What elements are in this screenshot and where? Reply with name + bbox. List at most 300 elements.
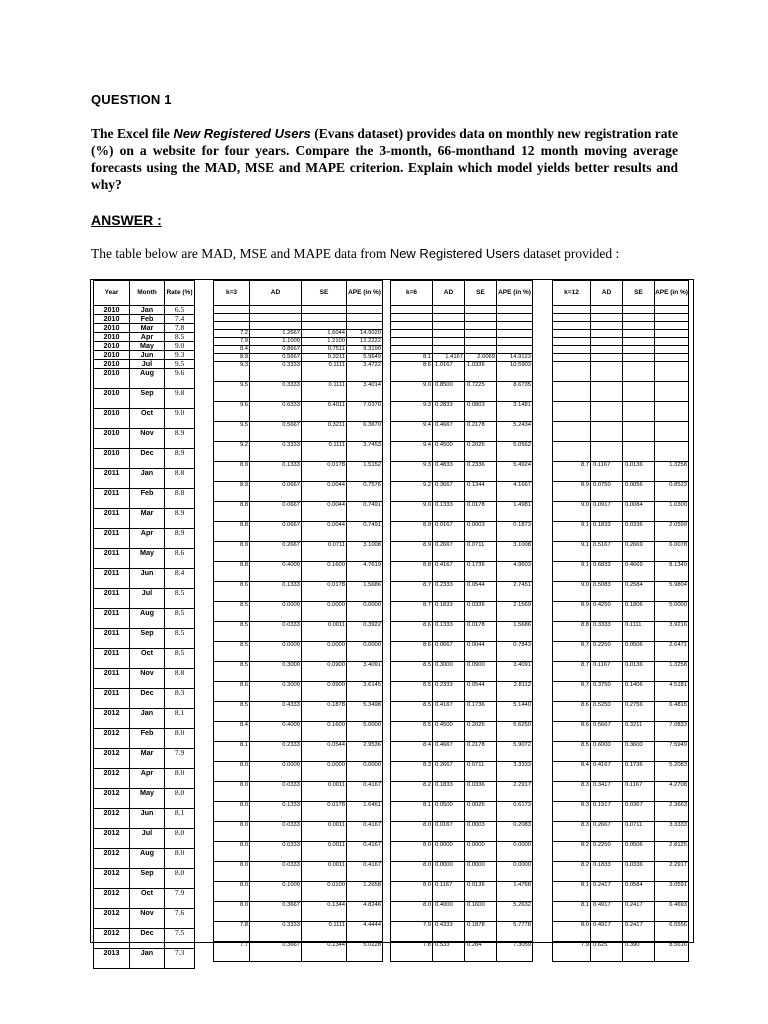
month-cell: Jun bbox=[130, 351, 165, 360]
month-cell: Jul bbox=[130, 360, 165, 369]
k3-se-cell: 0.0000 bbox=[302, 602, 347, 622]
rate-cell: 8.8 bbox=[165, 469, 195, 489]
table-row bbox=[214, 306, 383, 314]
table-row bbox=[94, 449, 195, 469]
table-row bbox=[214, 862, 383, 882]
k12-forecast-cell: 8.4 bbox=[553, 762, 591, 782]
month-cell: Apr bbox=[130, 769, 165, 789]
k6-se-cell: 1.0336 bbox=[465, 362, 497, 382]
k3-ad-cell: 0.4000 bbox=[250, 722, 302, 742]
k3-ape-cell: 3.7453 bbox=[347, 442, 383, 462]
year-cell: 2011 bbox=[94, 589, 130, 609]
k3-ad-cell: 0.0667 bbox=[250, 522, 302, 542]
k12-forecast-cell: 8.7 bbox=[553, 642, 591, 662]
k6-ape-cell: 1.4981 bbox=[497, 502, 533, 522]
k3-forecast-cell: 9.6 bbox=[214, 402, 250, 422]
k12-ape-cell: 4.2708 bbox=[655, 782, 689, 802]
month-cell: Aug bbox=[130, 609, 165, 629]
k3-ad-cell: 0.3333 bbox=[250, 442, 302, 462]
k3-ape-cell: 0.7491 bbox=[347, 502, 383, 522]
k6-ad-cell: 0.0667 bbox=[433, 642, 465, 662]
k12-ad-cell bbox=[591, 306, 623, 314]
k6-forecast-cell: 7.9 bbox=[391, 922, 433, 942]
k12-ad-cell bbox=[591, 442, 623, 462]
k6-se-cell bbox=[465, 306, 497, 314]
k12-se-cell: 0.0336 bbox=[623, 862, 655, 882]
table-row bbox=[214, 382, 383, 402]
k12-ad-cell: 0.5083 bbox=[591, 582, 623, 602]
month-cell: Jan bbox=[130, 306, 165, 315]
k6-ad-cell: 0.1833 bbox=[433, 782, 465, 802]
k3-ad-cell: 0.1333 bbox=[250, 802, 302, 822]
rate-cell: 8.0 bbox=[165, 849, 195, 869]
k6-se-cell bbox=[465, 314, 497, 322]
k3-forecast-cell: 9.5 bbox=[214, 422, 250, 442]
table-row bbox=[94, 589, 195, 609]
k12-se-cell: 0.0056 bbox=[623, 482, 655, 502]
table-row bbox=[391, 782, 533, 802]
k6-ad-cell: 0.8500 bbox=[433, 382, 465, 402]
k6-ape-cell: 0.1873 bbox=[497, 522, 533, 542]
rate-table bbox=[93, 280, 195, 969]
k3-ad-cell: 0.0000 bbox=[250, 642, 302, 662]
k12-ape-cell bbox=[655, 422, 689, 442]
k12-ape-cell: 4.5181 bbox=[655, 682, 689, 702]
k12-ad-cell: 0.4917 bbox=[591, 902, 623, 922]
k6-ape-cell: 1.4768 bbox=[497, 882, 533, 902]
k3-ad-cell bbox=[250, 322, 302, 330]
k6-ape-cell: 0.7843 bbox=[497, 642, 533, 662]
year-cell: 2011 bbox=[94, 669, 130, 689]
k3-se-cell: 0.0000 bbox=[302, 642, 347, 662]
k12-se-cell: 0.1111 bbox=[623, 622, 655, 642]
k3-ad-cell bbox=[250, 306, 302, 314]
k12-ape-cell bbox=[655, 330, 689, 338]
k6-forecast-cell: 8.3 bbox=[391, 762, 433, 782]
table-row bbox=[553, 802, 689, 822]
k12-ad-cell: 0.6833 bbox=[591, 562, 623, 582]
rate-cell: 7.8 bbox=[165, 324, 195, 333]
k6-ad-cell: 0.0000 bbox=[433, 842, 465, 862]
k6-ape-cell: 2.2917 bbox=[497, 782, 533, 802]
k3-ape-cell: 0.0000 bbox=[347, 642, 383, 662]
table-row bbox=[94, 342, 195, 351]
k12-forecast-cell bbox=[553, 330, 591, 338]
k3-ad-cell: 0.8667 bbox=[250, 346, 302, 354]
year-cell: 2011 bbox=[94, 609, 130, 629]
table-row bbox=[214, 882, 383, 902]
k12-se-cell bbox=[623, 322, 655, 330]
header-k12-ad: AD bbox=[591, 281, 623, 306]
k12-ape-cell: 0.8523 bbox=[655, 482, 689, 502]
header-k6: k=6 bbox=[391, 281, 433, 306]
k3-ape-cell: 1.2658 bbox=[347, 882, 383, 902]
k12-forecast-cell: 9.1 bbox=[553, 542, 591, 562]
k12-forecast-cell bbox=[553, 422, 591, 442]
k3-forecast-cell: 8.0 bbox=[214, 902, 250, 922]
year-cell: 2011 bbox=[94, 489, 130, 509]
k3-ape-cell: 1.6461 bbox=[347, 802, 383, 822]
question-text bbox=[91, 125, 678, 193]
k12-ad-cell bbox=[591, 322, 623, 330]
k3-ad-cell: 1.2667 bbox=[250, 330, 302, 338]
year-cell: 2010 bbox=[94, 389, 130, 409]
header-k12-se: SE bbox=[623, 281, 655, 306]
month-cell: Dec bbox=[130, 929, 165, 949]
k3-se-cell: 0.1111 bbox=[302, 362, 347, 382]
table-row bbox=[94, 409, 195, 429]
k12-ad-cell: 0.1833 bbox=[591, 522, 623, 542]
header-k3-ad: AD bbox=[250, 281, 302, 306]
table-row bbox=[214, 346, 383, 354]
k6-forecast-cell: 8.7 bbox=[391, 602, 433, 622]
rate-cell: 7.3 bbox=[165, 949, 195, 969]
table-row bbox=[553, 402, 689, 422]
k12-se-cell bbox=[623, 422, 655, 442]
k3-se-cell: 0.7511 bbox=[302, 346, 347, 354]
k6-se-cell: 0.0336 bbox=[465, 782, 497, 802]
table-row bbox=[553, 942, 689, 962]
answer-intro bbox=[91, 246, 619, 262]
k6-forecast-cell bbox=[391, 338, 433, 346]
k6-ad-cell: 0.1333 bbox=[433, 622, 465, 642]
k6-se-cell: 0.2336 bbox=[465, 462, 497, 482]
table-row bbox=[214, 762, 383, 782]
k12-ad-cell: 0.3417 bbox=[591, 782, 623, 802]
table-row bbox=[391, 862, 533, 882]
rate-cell: 7.5 bbox=[165, 929, 195, 949]
header-year: Year bbox=[94, 281, 130, 306]
k12-forecast-cell: 8.3 bbox=[553, 802, 591, 822]
k12-ad-cell: 0.5667 bbox=[591, 722, 623, 742]
k3-forecast-cell: 8.8 bbox=[214, 502, 250, 522]
k3-se-cell: 0.0178 bbox=[302, 462, 347, 482]
k6-forecast-cell: 8.9 bbox=[391, 522, 433, 542]
k3-ape-cell: 3.4722 bbox=[347, 362, 383, 382]
k12-ape-cell bbox=[655, 314, 689, 322]
rate-cell: 9.5 bbox=[165, 360, 195, 369]
k6-ape-cell: 5.4924 bbox=[497, 462, 533, 482]
k6-ad-cell: 0.2333 bbox=[433, 582, 465, 602]
k12-ad-cell: 0.4917 bbox=[591, 922, 623, 942]
k12-se-cell: 0.2669 bbox=[623, 542, 655, 562]
k12-ape-cell: 3.9216 bbox=[655, 622, 689, 642]
table-row bbox=[553, 622, 689, 642]
table-row bbox=[553, 602, 689, 622]
k12-table bbox=[552, 280, 689, 962]
k6-forecast-cell: 9.4 bbox=[391, 442, 433, 462]
table-row bbox=[391, 338, 533, 346]
k12-ape-cell: 7.0833 bbox=[655, 722, 689, 742]
k3-forecast-cell: 8.6 bbox=[214, 582, 250, 602]
table-row bbox=[391, 442, 533, 462]
header-k6-se: SE bbox=[465, 281, 497, 306]
k3-ad-cell: 0.5667 bbox=[250, 354, 302, 362]
table-row bbox=[214, 782, 383, 802]
k6-forecast-cell bbox=[391, 322, 433, 330]
k6-se-cell: 0.0336 bbox=[465, 602, 497, 622]
table-row bbox=[553, 762, 689, 782]
k3-se-cell: 0.0011 bbox=[302, 822, 347, 842]
table-row bbox=[214, 322, 383, 330]
table-row bbox=[214, 622, 383, 642]
table-row bbox=[94, 360, 195, 369]
k12-se-cell bbox=[623, 314, 655, 322]
k12-ape-cell: 1.3258 bbox=[655, 662, 689, 682]
k3-forecast-cell: 8.0 bbox=[214, 882, 250, 902]
answer-intro-start: The table below are MAD, MSE and MAPE data from bbox=[91, 246, 390, 261]
k6-se-cell: 0.2025 bbox=[465, 442, 497, 462]
k6-ad-cell: 0.3000 bbox=[433, 662, 465, 682]
table-row bbox=[214, 442, 383, 462]
k3-forecast-cell: 9.2 bbox=[214, 442, 250, 462]
table-row bbox=[553, 442, 689, 462]
k12-se-cell: 0.0711 bbox=[623, 822, 655, 842]
k12-se-cell bbox=[623, 382, 655, 402]
k12-forecast-cell bbox=[553, 314, 591, 322]
rate-cell: 9.3 bbox=[165, 351, 195, 360]
k12-se-cell: 0.1167 bbox=[623, 782, 655, 802]
k12-ad-cell: 0.2250 bbox=[591, 842, 623, 862]
header-month: Month bbox=[130, 281, 165, 306]
k3-ad-cell: 0.0333 bbox=[250, 822, 302, 842]
k6-ape-cell: 0.0000 bbox=[497, 842, 533, 862]
k12-ad-cell bbox=[591, 330, 623, 338]
k12-forecast-cell bbox=[553, 402, 591, 422]
table-row bbox=[94, 609, 195, 629]
answer-heading: ANSWER : bbox=[91, 212, 162, 228]
k12-forecast-cell: 9.0 bbox=[553, 502, 591, 522]
header-k6-ape: APE (in %) bbox=[497, 281, 533, 306]
k12-ape-cell: 6.4693 bbox=[655, 902, 689, 922]
month-cell: Oct bbox=[130, 889, 165, 909]
k12-se-cell: 0.0367 bbox=[623, 802, 655, 822]
k6-ape-cell: 7.3059 bbox=[497, 942, 533, 962]
k12-ape-cell bbox=[655, 346, 689, 354]
k3-ape-cell: 5.9649 bbox=[347, 354, 383, 362]
table-row bbox=[94, 769, 195, 789]
k12-ape-cell: 8.1349 bbox=[655, 562, 689, 582]
k6-ad-cell: 0.0500 bbox=[433, 802, 465, 822]
k12-ad-cell bbox=[591, 314, 623, 322]
k6-ape-cell: 8.6735 bbox=[497, 382, 533, 402]
k6-ad-cell: 0.2333 bbox=[433, 682, 465, 702]
k12-ape-cell: 6.5556 bbox=[655, 922, 689, 942]
k3-forecast-cell: 8.8 bbox=[214, 522, 250, 542]
k6-se-cell: 0.1736 bbox=[465, 562, 497, 582]
k12-forecast-cell: 8.9 bbox=[553, 482, 591, 502]
k6-forecast-cell: 8.5 bbox=[391, 662, 433, 682]
table-row bbox=[94, 306, 195, 315]
rate-cell: 7.4 bbox=[165, 315, 195, 324]
k6-ad-cell: 0.2667 bbox=[433, 762, 465, 782]
rate-cell: 8.1 bbox=[165, 809, 195, 829]
table-row bbox=[391, 722, 533, 742]
k12-ad-cell: 0.625 bbox=[591, 942, 623, 962]
k6-ape-cell: 4.1667 bbox=[497, 482, 533, 502]
month-cell: Feb bbox=[130, 315, 165, 324]
k6-ape-cell: 2.7451 bbox=[497, 582, 533, 602]
table-row bbox=[391, 702, 533, 722]
k6-se-cell: 0.7225 bbox=[465, 382, 497, 402]
k12-ape-cell: 2.0599 bbox=[655, 522, 689, 542]
table-row bbox=[214, 502, 383, 522]
dataset-name: New Registered Users bbox=[173, 126, 311, 141]
k3-se-cell: 0.1111 bbox=[302, 922, 347, 942]
rate-cell: 6.5 bbox=[165, 306, 195, 315]
rate-cell: 8.9 bbox=[165, 429, 195, 449]
header-k6-ad: AD bbox=[433, 281, 465, 306]
k3-se-cell: 0.0011 bbox=[302, 842, 347, 862]
table-row bbox=[214, 402, 383, 422]
month-cell: Nov bbox=[130, 669, 165, 689]
k3-forecast-cell: 8.0 bbox=[214, 782, 250, 802]
k3-forecast-cell: 8.4 bbox=[214, 346, 250, 354]
k6-forecast-cell bbox=[391, 314, 433, 322]
k6-ad-cell: 0.0000 bbox=[433, 862, 465, 882]
k3-se-cell: 0.1600 bbox=[302, 562, 347, 582]
k3-se-cell: 0.3211 bbox=[302, 422, 347, 442]
k3-forecast-cell: 8.9 bbox=[214, 462, 250, 482]
table-row bbox=[391, 682, 533, 702]
k3-ad-cell bbox=[250, 314, 302, 322]
table-row bbox=[94, 509, 195, 529]
header-k3-se: SE bbox=[302, 281, 347, 306]
rate-cell: 8.5 bbox=[165, 629, 195, 649]
k3-ape-cell: 4.4444 bbox=[347, 922, 383, 942]
header-k3-ape: APE (in %) bbox=[347, 281, 383, 306]
k3-forecast-cell: 9.5 bbox=[214, 382, 250, 402]
k6-forecast-cell: 8.0 bbox=[391, 882, 433, 902]
k3-se-cell: 0.0044 bbox=[302, 482, 347, 502]
k3-ad-cell: 0.0333 bbox=[250, 842, 302, 862]
k3-ape-cell: 1.5152 bbox=[347, 462, 383, 482]
k12-ad-cell bbox=[591, 402, 623, 422]
k6-ad-cell: 0.0167 bbox=[433, 522, 465, 542]
k6-se-cell: 0.1878 bbox=[465, 922, 497, 942]
k3-se-cell bbox=[302, 306, 347, 314]
k3-se-cell: 0.0178 bbox=[302, 802, 347, 822]
table-row bbox=[391, 622, 533, 642]
k3-se-cell: 0.0900 bbox=[302, 682, 347, 702]
rate-cell: 9.0 bbox=[165, 342, 195, 351]
rate-cell: 8.5 bbox=[165, 333, 195, 342]
table-row bbox=[391, 502, 533, 522]
k6-ad-cell: 0.4833 bbox=[433, 462, 465, 482]
k12-forecast-cell: 8.1 bbox=[553, 902, 591, 922]
table-row bbox=[553, 682, 689, 702]
table-row bbox=[391, 522, 533, 542]
k6-ad-cell: 0.4000 bbox=[433, 902, 465, 922]
k6-ad-cell bbox=[433, 346, 465, 354]
year-cell: 2010 bbox=[94, 360, 130, 369]
k3-se-cell bbox=[302, 322, 347, 330]
k12-ape-cell bbox=[655, 354, 689, 362]
k6-se-cell bbox=[465, 322, 497, 330]
table-row bbox=[391, 902, 533, 922]
k3-forecast-cell: 7.7 bbox=[214, 942, 250, 962]
k3-ad-cell: 0.0333 bbox=[250, 862, 302, 882]
k12-ad-cell bbox=[591, 354, 623, 362]
table-row bbox=[553, 882, 689, 902]
rate-cell: 8.4 bbox=[165, 569, 195, 589]
table-row bbox=[391, 462, 533, 482]
k3-ad-cell: 0.6333 bbox=[250, 402, 302, 422]
k12-ape-cell bbox=[655, 442, 689, 462]
header-rate: Rate (%) bbox=[165, 281, 195, 306]
k3-ad-cell: 0.4333 bbox=[250, 702, 302, 722]
k6-ad-cell: 0.1833 bbox=[433, 602, 465, 622]
k6-se-cell: 0.0136 bbox=[465, 882, 497, 902]
year-cell: 2010 bbox=[94, 449, 130, 469]
k6-se-cell: 0.284 bbox=[465, 942, 497, 962]
k12-ad-cell: 0.6000 bbox=[591, 742, 623, 762]
rate-cell: 8.9 bbox=[165, 509, 195, 529]
k12-ape-cell bbox=[655, 322, 689, 330]
k6-forecast-cell: 7.8 bbox=[391, 942, 433, 962]
year-cell: 2012 bbox=[94, 729, 130, 749]
k6-se-cell: 0.0711 bbox=[465, 762, 497, 782]
k3-ad-cell: 0.3667 bbox=[250, 902, 302, 922]
k12-ape-cell bbox=[655, 306, 689, 314]
k6-se-cell bbox=[465, 330, 497, 338]
k3-se-cell: 0.0011 bbox=[302, 782, 347, 802]
k12-ad-cell: 0.2667 bbox=[591, 822, 623, 842]
k6-forecast-cell: 8.6 bbox=[391, 622, 433, 642]
year-cell: 2012 bbox=[94, 869, 130, 889]
k12-ape-cell: 3.3333 bbox=[655, 822, 689, 842]
k3-se-cell: 0.0178 bbox=[302, 582, 347, 602]
table-row bbox=[391, 882, 533, 902]
rate-cell: 8.5 bbox=[165, 589, 195, 609]
table-row bbox=[214, 742, 383, 762]
month-cell: Sep bbox=[130, 869, 165, 889]
k6-ad-cell: 0.4500 bbox=[433, 442, 465, 462]
k6-forecast-cell: 8.7 bbox=[391, 582, 433, 602]
month-cell: May bbox=[130, 789, 165, 809]
k12-forecast-cell bbox=[553, 382, 591, 402]
k3-ape-cell: 3.6145 bbox=[347, 682, 383, 702]
table-row bbox=[214, 922, 383, 942]
k12-forecast-cell: 8.1 bbox=[553, 882, 591, 902]
table-row bbox=[391, 802, 533, 822]
k3-forecast-cell: 8.6 bbox=[214, 682, 250, 702]
table-row bbox=[391, 602, 533, 622]
rate-cell: 8.5 bbox=[165, 649, 195, 669]
rate-cell: 8.1 bbox=[165, 709, 195, 729]
k3-forecast-cell bbox=[214, 314, 250, 322]
k6-ad-cell bbox=[433, 306, 465, 314]
k3-forecast-cell: 8.0 bbox=[214, 862, 250, 882]
k6-ape-cell: 2.8112 bbox=[497, 682, 533, 702]
k12-ape-cell: 5.0000 bbox=[655, 602, 689, 622]
table-row bbox=[214, 522, 383, 542]
table-row bbox=[553, 502, 689, 522]
k6-forecast-cell bbox=[391, 346, 433, 354]
year-cell: 2010 bbox=[94, 342, 130, 351]
table-row bbox=[94, 949, 195, 969]
table-row bbox=[214, 722, 383, 742]
k3-forecast-cell: 8.1 bbox=[214, 742, 250, 762]
k12-ad-cell: 0.1167 bbox=[591, 462, 623, 482]
k6-table bbox=[390, 280, 533, 962]
month-cell: Nov bbox=[130, 909, 165, 929]
k3-ad-cell: 0.1333 bbox=[250, 462, 302, 482]
k12-se-cell bbox=[623, 354, 655, 362]
table-row bbox=[391, 642, 533, 662]
table-row bbox=[553, 662, 689, 682]
year-cell: 2012 bbox=[94, 749, 130, 769]
